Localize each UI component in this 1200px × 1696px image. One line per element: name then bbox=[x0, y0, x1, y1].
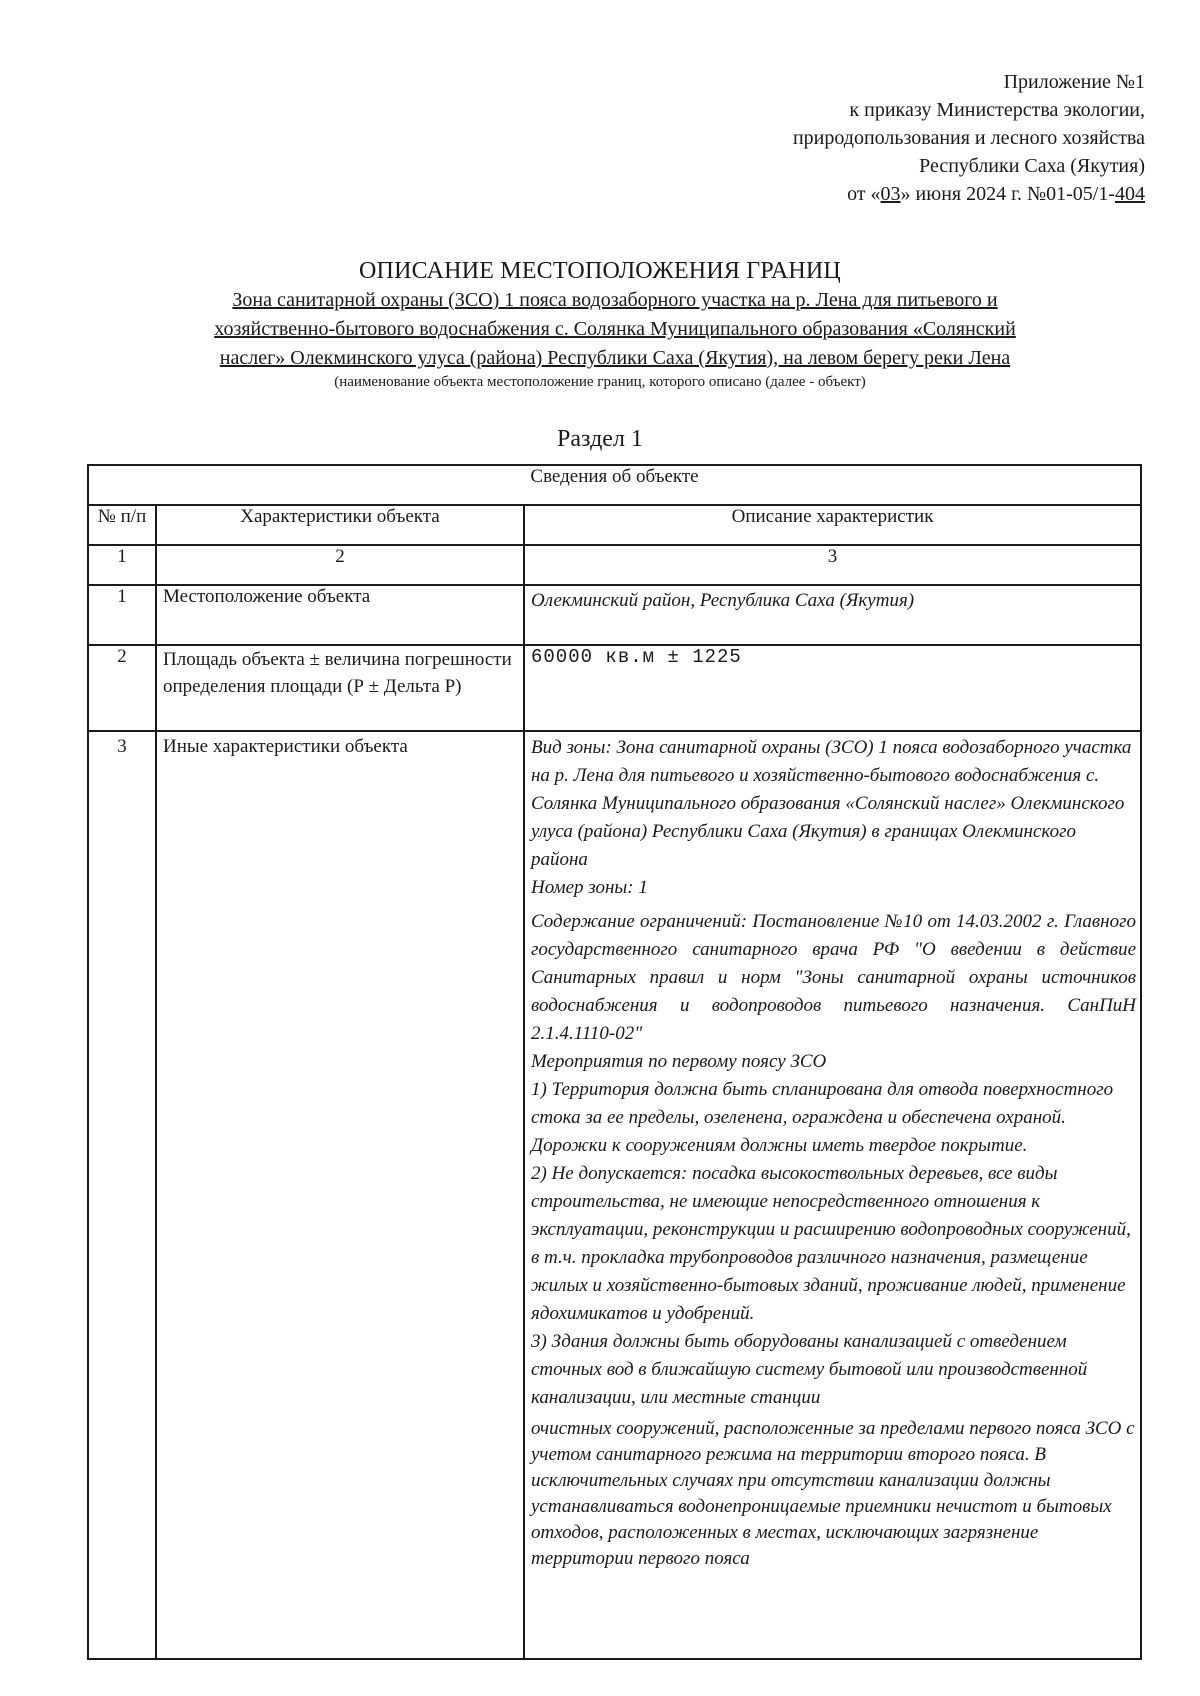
measure-item-2: 2) Не допускается: посадка высокоствольных деревьев, все виды строительства, не имеющие непосредственного отношения к эксплуатации, реконструкции и расширению водопроводных сооружений, в т.ч. прокладка трубопроводов различного назначения, размещение жилых и хозяйственно-бытовых зданий, проживание людей, применение ядохимикатов и удобрений. bbox=[531, 1163, 1131, 1324]
measure-item-1: 1) Территория должна быть спланирована для отвода поверхностного стока за ее пределы, озеленена, ограждена и обеспечена охраной. Дорожки к сооружениям должны иметь твердое покрытие. bbox=[531, 1079, 1114, 1156]
table-row bbox=[88, 731, 1141, 1659]
measures-title: Мероприятия по первому поясу ЗСО bbox=[531, 1051, 827, 1072]
area-value: 60000 кв.м ± 1225 bbox=[531, 646, 742, 668]
row-description bbox=[524, 585, 1141, 645]
column-number-1: 1 bbox=[88, 545, 156, 585]
table-row bbox=[88, 585, 1141, 645]
object-info-table bbox=[87, 464, 1142, 1660]
location-value: Олекминский район, Республика Саха (Якутия) bbox=[531, 590, 915, 611]
row-characteristic: Местоположение объекта bbox=[156, 585, 524, 645]
restrictions: Содержание ограничений: Постановление №10 от 14.03.2002 г. Главного государственного санитарного врача РФ "О введении в действие Санитарных правил и норм "Зоны санитарной охраны источников водоснабжения и водопроводов питьевого назначения. СанПиН 2.1.4.1110-02" bbox=[531, 911, 1137, 1044]
header-characteristics: Характеристики объекта bbox=[156, 505, 524, 545]
order-date-mid: » июня 2024 г. №01-05/1- bbox=[900, 183, 1115, 205]
section-title: Раздел 1 bbox=[557, 426, 643, 452]
zone-number: Номер зоны: 1 bbox=[531, 877, 648, 898]
column-number-3: 3 bbox=[524, 545, 1141, 585]
header-number: № п/п bbox=[88, 505, 156, 545]
appendix-label: Приложение №1 bbox=[1003, 71, 1145, 93]
order-number: 404 bbox=[1115, 183, 1145, 205]
header-description: Описание характеристик bbox=[524, 505, 1141, 545]
object-name bbox=[60, 286, 1170, 373]
order-date-number bbox=[625, 180, 1145, 208]
column-number-2: 2 bbox=[156, 545, 524, 585]
table-row bbox=[88, 645, 1141, 731]
column-numbers-row bbox=[88, 545, 1141, 585]
measure-item-3-part-1: 3) Здания должны быть оборудованы канализацией с отведением сточных вод в ближайшую систему бытовой или производственной канализации, или местные станции bbox=[531, 1331, 1088, 1408]
row-characteristic: Площадь объекта ± величина погрешности определения площади (Р ± Дельта Р) bbox=[156, 645, 524, 731]
order-line-2: к приказу Министерства экологии, bbox=[849, 99, 1145, 121]
order-reference bbox=[625, 68, 1145, 208]
table-header-row bbox=[88, 505, 1141, 545]
row-number: 1 bbox=[88, 585, 156, 645]
object-name-line-3: наслег» Олекминского улуса (района) Республики Саха (Якутия), на левом берегу реки Лена bbox=[219, 347, 1011, 369]
order-day: 03 bbox=[880, 183, 901, 205]
table-caption: Сведения об объекте bbox=[88, 465, 1141, 505]
row-number: 2 bbox=[88, 645, 156, 731]
row-description bbox=[524, 731, 1141, 1659]
document-title: ОПИСАНИЕ МЕСТОПОЛОЖЕНИЯ ГРАНИЦ bbox=[359, 258, 841, 284]
table-caption-row bbox=[88, 465, 1141, 505]
object-name-caption: (наименование объекта местоположение границ, которого описано (далее - объект) bbox=[334, 374, 866, 390]
object-name-line-2: хозяйственно-бытового водоснабжения с. Солянка Муниципального образования «Солянский bbox=[214, 318, 1016, 340]
order-line-3: природопользования и лесного хозяйства bbox=[792, 127, 1145, 149]
zone-type: Вид зоны: Зона санитарной охраны (ЗСО) 1 пояса водозаборного участка на р. Лена для питьевого и хозяйственно-бытового водоснабжения с. Солянка Муниципального образования «Солянский наслег» Олекминского улуса (района) Республики Саха (Якутия) в границах Олекминского района bbox=[531, 737, 1132, 870]
order-line-4: Республики Саха (Якутия) bbox=[919, 155, 1145, 177]
row-number: 3 bbox=[88, 731, 156, 1659]
order-date-prefix: от « bbox=[847, 183, 881, 205]
object-name-line-1: Зона санитарной охраны (ЗСО) 1 пояса водозаборного участка на р. Лена для питьевого и bbox=[232, 289, 998, 311]
row-description bbox=[524, 645, 1141, 731]
row-characteristic: Иные характеристики объекта bbox=[156, 731, 524, 1659]
measure-item-3-part-2: очистных сооружений, расположенные за пределами первого пояса ЗСО с учетом санитарного режима на территории второго пояса. В исключительных случаях при отсутствии канализации должны устанавливаться водонепроницаемые приемники нечистот и бытовых отходов, расположенных в местах, исключающих загрязнение территории первого пояса bbox=[531, 1418, 1135, 1569]
